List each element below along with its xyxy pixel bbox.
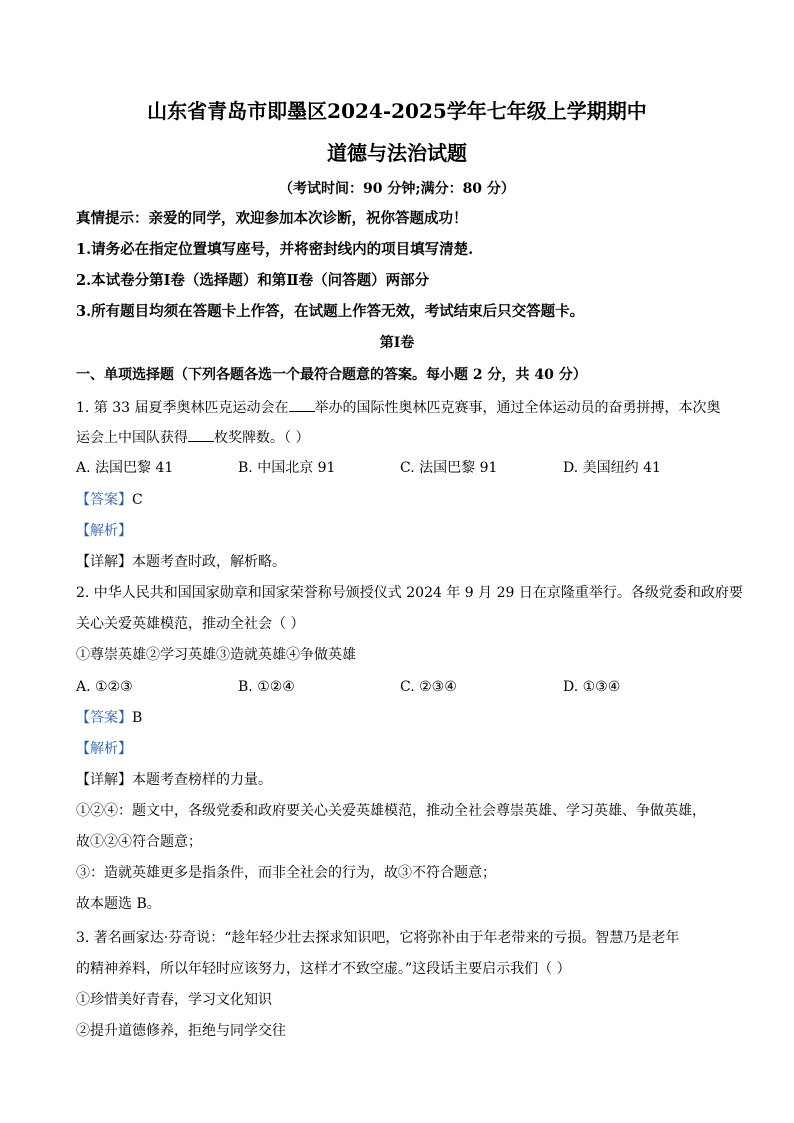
q1-stem-part: 1. 第 33 届夏季奥林匹克运动会在 [76,400,289,416]
q1-option-b: B. 中国北京 91 [238,460,336,476]
q1-option-a: A. 法国巴黎 41 [76,460,174,476]
tip-greeting: 真情提示：亲爱的同学，欢迎参加本次诊断，祝你答题成功！ [76,210,468,227]
volume-title: 第Ⅰ卷 [379,335,415,351]
q2-option-b: B. ①②④ [238,679,295,695]
q2-explain-1: ①②④：题文中，各级党委和政府要关心关爱英雄模范，推动全社会尊崇英雄、学习英雄、争做英雄， [76,803,706,819]
q1-option-c: C. 法国巴黎 91 [400,460,498,476]
q1-answer [76,491,143,509]
q3-item-1: ①珍惜美好青春，学习文化知识 [76,992,272,1008]
q1-detail [76,553,286,571]
answer-tag: 【答案】 [76,710,132,726]
answer-value: B [132,710,143,726]
q2-stem-line2: 关心关爱英雄模范，推动全社会（ ） [76,616,305,632]
exam-info: （考试时间：90 分钟;满分：80 分） [279,181,515,197]
q2-items: ①尊崇英雄②学习英雄③造就英雄④争做英雄 [76,647,356,663]
q2-option-a: A. ①②③ [76,679,133,695]
q2-detail [76,771,272,789]
q1-stem-line1 [76,398,721,417]
q3-stem-line1: 3. 著名画家达·芬奇说：“趁年轻少壮去探求知识吧，它将弥补由于年老带来的亏损。智慧乃是老年 [76,930,680,946]
q2-stem-line1: 2. 中华人民共和国国家勋章和国家荣誉称号颁授仪式 2024 年 9 月 29 日在京隆重举行。各级党委和政府要 [76,585,743,601]
q1-option-d: D. 美国纽约 41 [563,460,661,476]
q2-option-c: C. ②③④ [400,679,457,695]
q2-explain-2: 故①②④符合题意； [76,834,202,850]
q1-stem-line2 [76,428,309,447]
detail-text: 本题考查时政，解析略。 [132,554,286,570]
fill-blank [289,398,315,412]
detail-text: 本题考查榜样的力量。 [132,772,272,788]
tip-2: 2.本试卷分第Ⅰ卷（选择题）和第Ⅱ卷（问答题）两部分 [76,272,430,289]
exam-title: 山东省青岛市即墨区2024-2025学年七年级上学期期中 [147,99,647,123]
q2-analysis-tag: 【解析】 [76,741,132,757]
tip-1: 1.请务必在指定位置填写座号，并将密封线内的项目填写清楚. [76,241,474,258]
q1-analysis-tag: 【解析】 [76,523,132,539]
q1-stem-part: 举办的国际性奥林匹克赛事，通过全体运动员的奋勇拼搏，本次奥 [314,400,721,416]
q3-stem-line2: 的精神养料，所以年轻时应该努力，这样才不致空虚。”这段话主要启示我们（ ） [76,961,571,977]
section-title: 一、单项选择题（下列各题各选一个最符合题意的答案。每小题 2 分，共 40 分） [76,367,587,383]
tip-3: 3.所有题目均须在答题卡上作答，在试题上作答无效，考试结束后只交答题卡。 [76,303,585,320]
fill-blank [188,428,214,442]
exam-subject: 道德与法治试题 [327,141,467,165]
q2-explain-3: ③：造就英雄更多是指条件，而非全社会的行为，故③不符合题意； [76,865,496,881]
q1-stem-part: 枚奖牌数。（ ） [214,430,310,446]
answer-value: C [132,492,143,508]
detail-tag: 【详解】 [76,554,132,570]
q2-explain-4: 故本题选 B。 [76,896,161,912]
answer-tag: 【答案】 [76,492,132,508]
q3-item-2: ②提升道德修养，拒绝与同学交往 [76,1023,286,1039]
q2-option-d: D. ①③④ [563,679,621,695]
q1-stem-part: 运会上中国队获得 [76,430,188,446]
detail-tag: 【详解】 [76,772,132,788]
q2-answer [76,709,142,727]
